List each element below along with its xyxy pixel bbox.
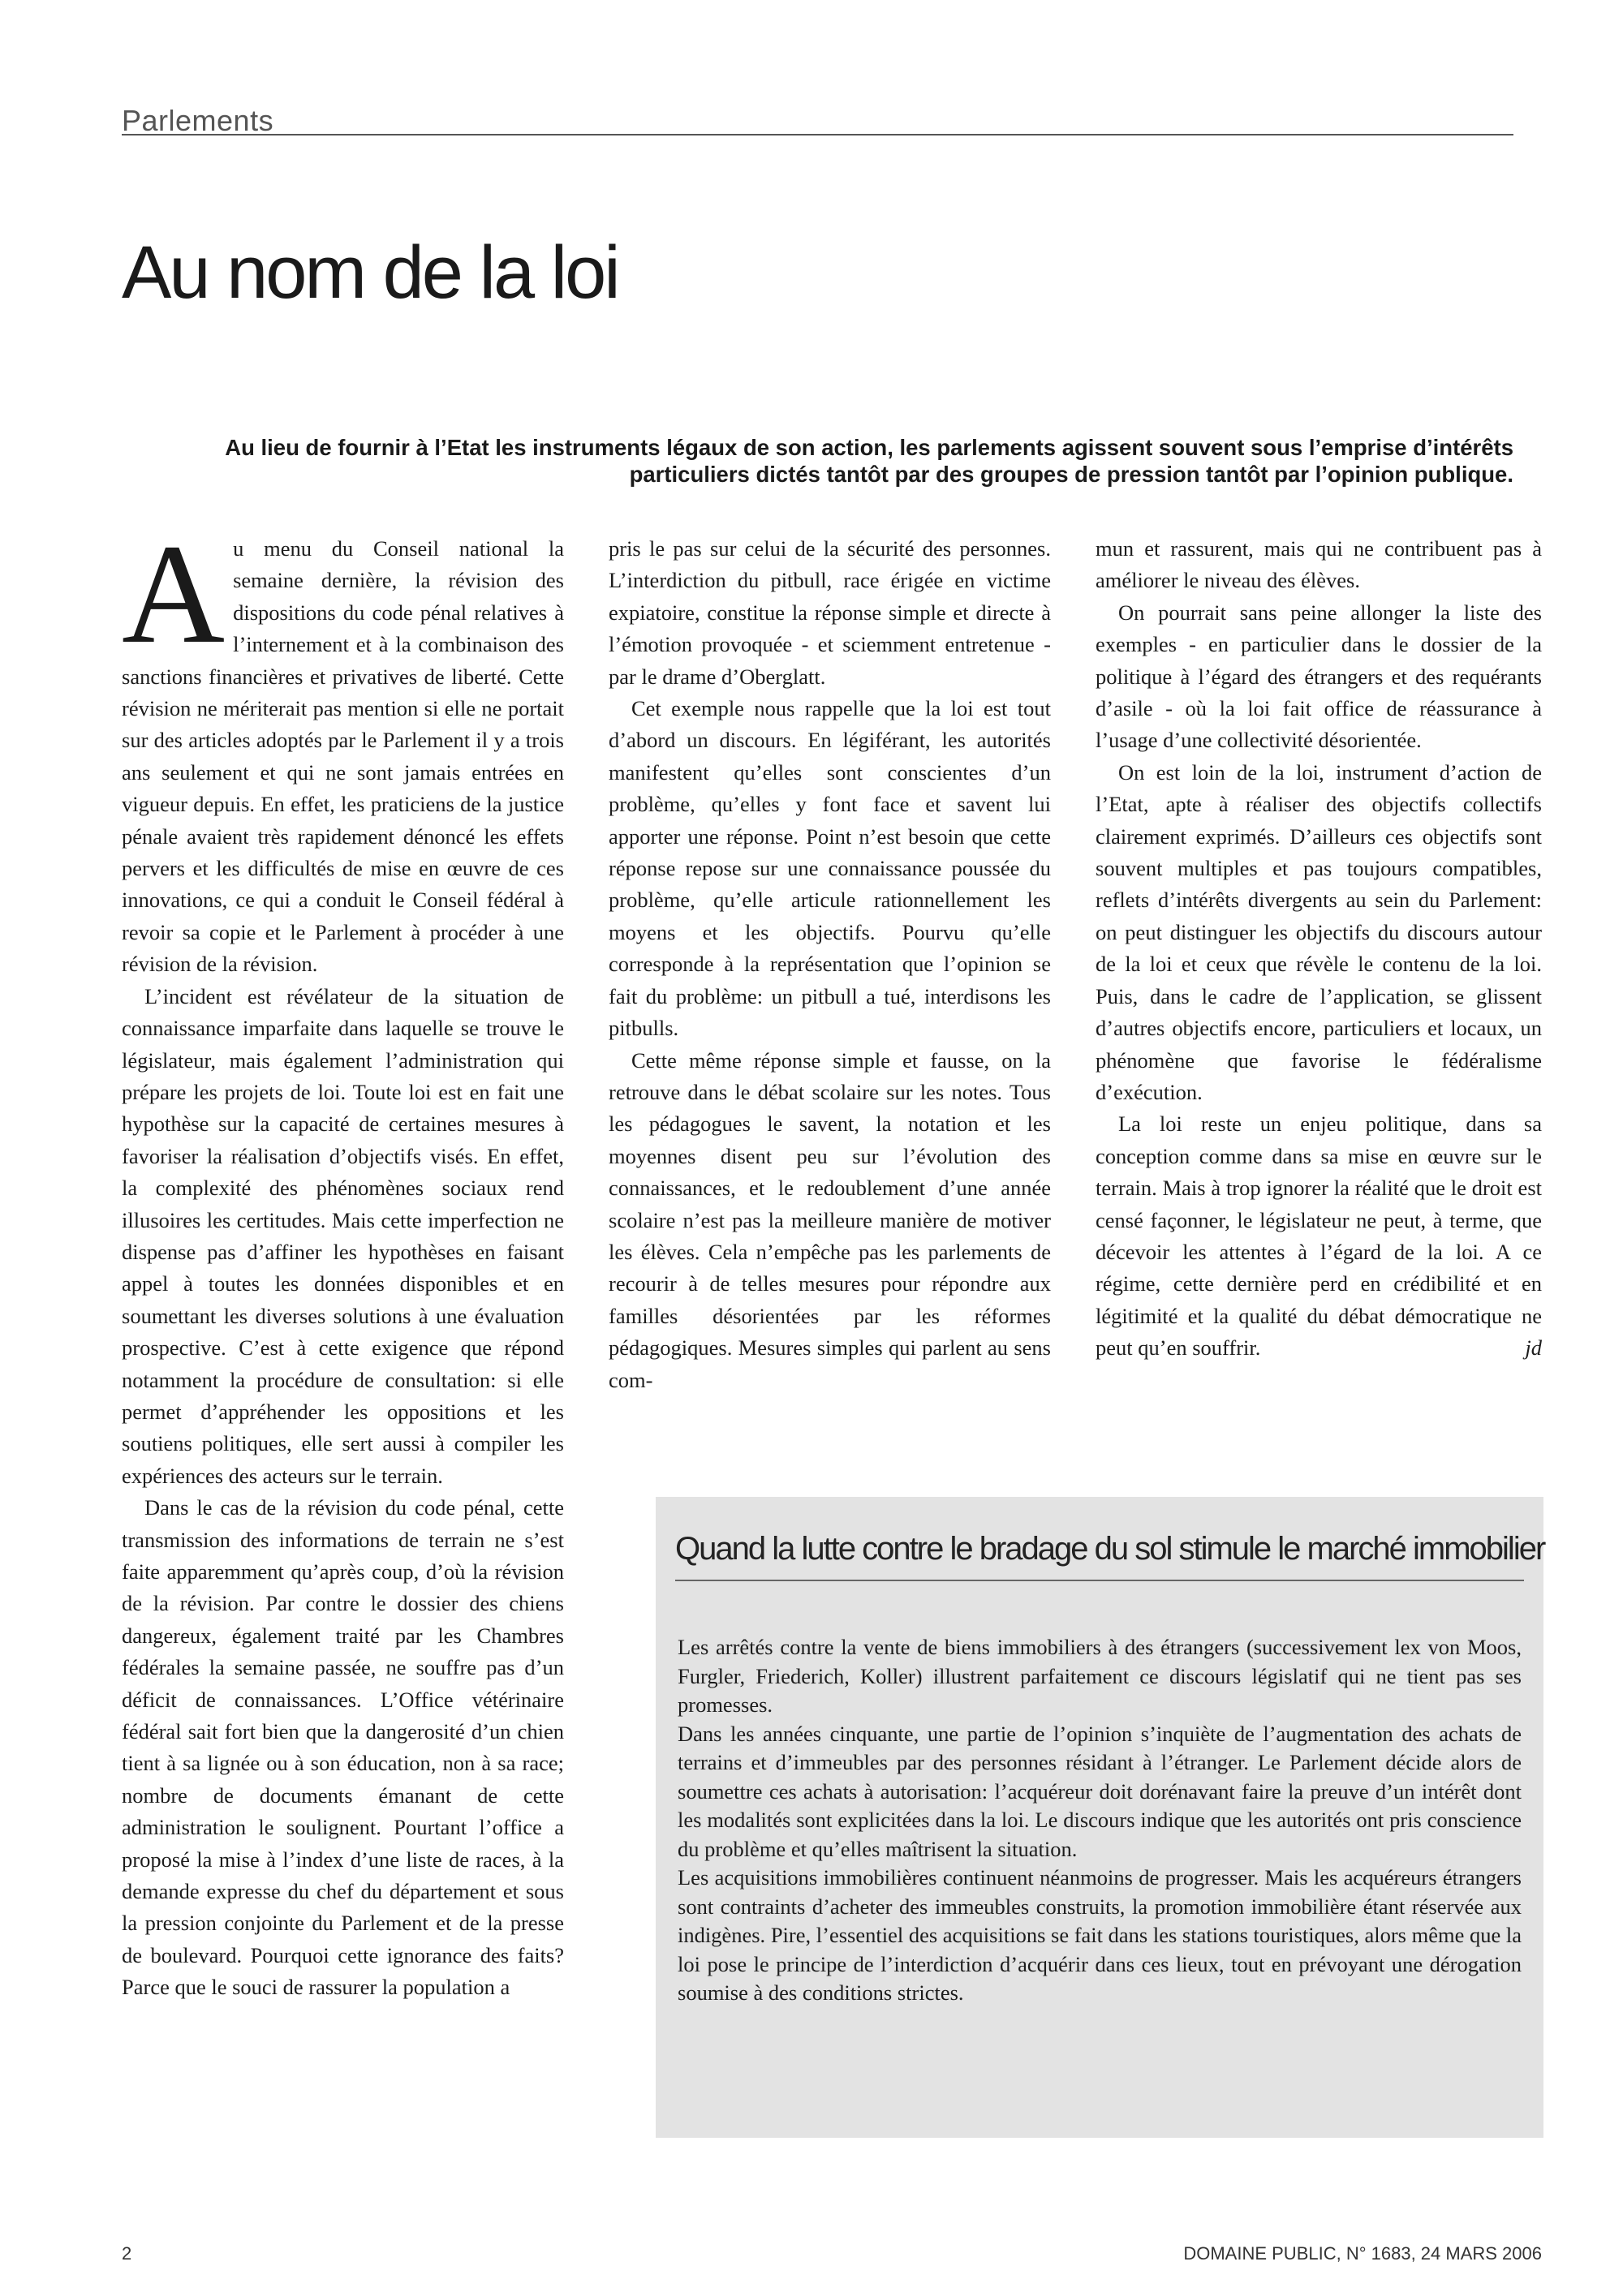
article-paragraph — [122, 515, 564, 981]
article-paragraph: L’incident est révélateur de la situation de connaissance imparfaite dans laquelle se trouve le législateur, mais également l’administration qui prépare les projets de loi. Toute loi est en fait une hypothèse sur la capacité de certaines mesures à favoriser la réalisation d’objectifs visés. En effet, la complexité des phénomènes sociaux rend illusoires les certitudes. Mais cette imperfection ne dispense pas d’affiner les hypothèses en faisant appel à toutes les données disponibles et en soumettant les diverses solutions à une évaluation prospective. C’est à cette exigence que répond notamment la procédure de consultation: si elle permet d’appréhender les oppositions et les soutiens politiques, elle sert aussi à compiler les expériences des acteurs sur le terrain. — [122, 983, 564, 1488]
page-number: 2 — [122, 2243, 132, 2264]
sidebar-box — [656, 1497, 1543, 2138]
sidebar-rule — [675, 1580, 1524, 1581]
article-paragraph: Cet exemple nous rappelle que la loi est tout d’abord un discours. En légiférant, les autorités manifestent qu’elles sont conscientes d’un problème, qu’elles y font face et savent lui apporter une réponse. Point n’est besoin que cette réponse repose sur une connaissance poussée du problème, qu’elle articule rationnellement les moyens et les objectifs. Pourvu qu’elle corresponde à la représentation que l’opinion se fait du problème: un pitbull a tué, interdisons les pitbulls. — [609, 696, 1051, 1041]
author-signature: jd — [1525, 1335, 1542, 1361]
paragraph-text: u menu du Conseil national la semaine dernière, la révision des dispositions du code pénal relatives à l’internement et à la combinaison des sanctions financières et privatives de liberté. Cette révision ne mériterait pas mention si elle ne portait sur des articles adoptés par le Parlement il y a trois ans seulement et qui ne sont jamais entrées en vigueur depuis. En effet, les praticiens de la justice pénale avaient très rapidement dénoncé les effets pervers et les difficultés de mise en œuvre de ces innovations, ce qui a conduit le Conseil fédéral à revoir sa copie et le Parlement à procéder à une révision de la révision. — [122, 536, 564, 977]
article-paragraph: On est loin de la loi, instrument d’action de l’Etat, apte à réaliser des objectifs collectifs clairement exprimés. D’ailleurs ces objectifs sont souvent multiples et pas toujours compatibles, reflets d’intérêts divergents au sein du Parlement: on peut distinguer les objectifs du discours autour de la loi et ceux que révèle le contenu de la loi. Puis, dans le cadre de l’application, se glissent d’autres objectifs encore, particuliers et locaux, un phénomène que favorise le fédéralisme d’exécution. — [1096, 759, 1542, 1104]
paragraph-text: La loi reste un enjeu politique, dans sa conception comme dans sa mise en œuvre sur le terrain. Mais à trop ignorer la réalité que le droit est censé façonner, le législateur ne peut, à terme, que décevoir les attentes à l’égard de la loi. A ce régime, cette dernière perd en crédibilité et en légitimité et la qualité du débat démocratique ne peut qu’en souffrir. — [1096, 1111, 1542, 1361]
sidebar-paragraph: Les arrêtés contre la vente de biens immobiliers à des étrangers (successivement lex von Moos, Furgler, Friederich, Koller) illustrent parfaitement ce discours législatif qui ne tient pas ses promesses. — [678, 1635, 1522, 1717]
article-column-3 — [1096, 533, 1542, 1365]
article-paragraph: On pourrait sans peine allonger la liste des exemples - en particulier dans le dossier de la politique à l’égard des étrangers et des requérants d’asile - où la loi fait office de réassurance à l’usage d’une collectivité désorientée. — [1096, 600, 1542, 753]
sidebar-paragraph: Dans les années cinquante, une partie de l’opinion s’inquiète de l’augmentation des achats de terrains et d’immeubles par des personnes résidant à l’étranger. Le Parlement décide alors de soumettre ces achats à autorisation: l’acquéreur doit dorénavant faire la preuve d’un intérêt dont les modalités sont explicitées dans la loi. Le discours indique que les autorités ont pris conscience du problème et qu’elles maîtrisent la situation. — [678, 1721, 1522, 1861]
article-paragraph — [1096, 1108, 1542, 1364]
article-paragraph: Dans le cas de la révision du code pénal, cette transmission des informations de terrain ne s’est faite apparemment qu’après coup, d’où la révision de la révision. Par contre le dossier des chiens dangereux, également traité par les Chambres fédérales la semaine passée, ne souffre pas d’un déficit de connaissances. L’Office vétérinaire fédéral sait fort bien que la dangerosité d’un chien tient à sa lignée ou à son éducation, non à sa race; nombre de documents émanant de cette administration le soulignent. Pourtant l’office a proposé la mise à l’index d’une liste de races, à la demande expresse du chef du département et sous la pression conjointe du Parlement et de la presse de boulevard. Pourquoi cette ignorance des faits? Parce que le souci de rassurer la population a — [122, 1495, 564, 2000]
article-paragraph: mun et rassurent, mais qui ne contribuent pas à améliorer le niveau des élèves. — [1096, 536, 1542, 593]
article-lead: Au lieu de fournir à l’Etat les instruments légaux de son action, les parlements agissent souvent sous l’emprise d’intérêts particuliers dictés tantôt par des groupes de pression tantôt par l’opinion publique. — [225, 435, 1513, 487]
sidebar-title: Quand la lutte contre le bradage du sol stimule le marché immobilier — [675, 1531, 1545, 1567]
article-column-1 — [122, 515, 564, 2004]
article-column-2 — [609, 533, 1051, 1396]
section-label: Parlements — [122, 104, 274, 137]
drop-cap: A — [122, 515, 226, 673]
sidebar-body — [678, 1633, 1522, 2008]
article-paragraph: Cette même réponse simple et fausse, on la retrouve dans le débat scolaire sur les notes. Tous les pédagogues le savent, la notation et les moyennes disent peu sur l’évolution des connaissances, et le redoublement d’une année scolaire n’est pas la meilleure manière de motiver les élèves. Cela n’empêche pas les parlements de recourir à de telles mesures pour répondre aux familles désorientées par les réformes pédagogiques. Mesures simples qui parlent au sens com- — [609, 1047, 1051, 1392]
sidebar-paragraph: Les acquisitions immobilières continuent néanmoins de progresser. Mais les acquéreurs étrangers sont contraints d’acheter des immeubles construits, la promotion immobilière étant réservée aux indigènes. Pire, l’essentiel des acquisitions se fait dans les stations touristiques, alors même que la loi pose le principe de l’interdiction d’acquérir dans ces lieux, tout en prévoyant une dérogation soumise à des conditions strictes. — [678, 1865, 1522, 2005]
article-title: Au nom de la loi — [122, 231, 618, 314]
article-paragraph: pris le pas sur celui de la sécurité des personnes. L’interdiction du pitbull, race érigée en victime expiatoire, constitue la réponse simple et directe à l’émotion provoquée - et sciemment entretenue - par le drame d’Oberglatt. — [609, 536, 1051, 689]
section-rule — [122, 134, 1513, 135]
publication-info: DOMAINE PUBLIC, N° 1683, 24 MARS 2006 — [1183, 2243, 1542, 2264]
